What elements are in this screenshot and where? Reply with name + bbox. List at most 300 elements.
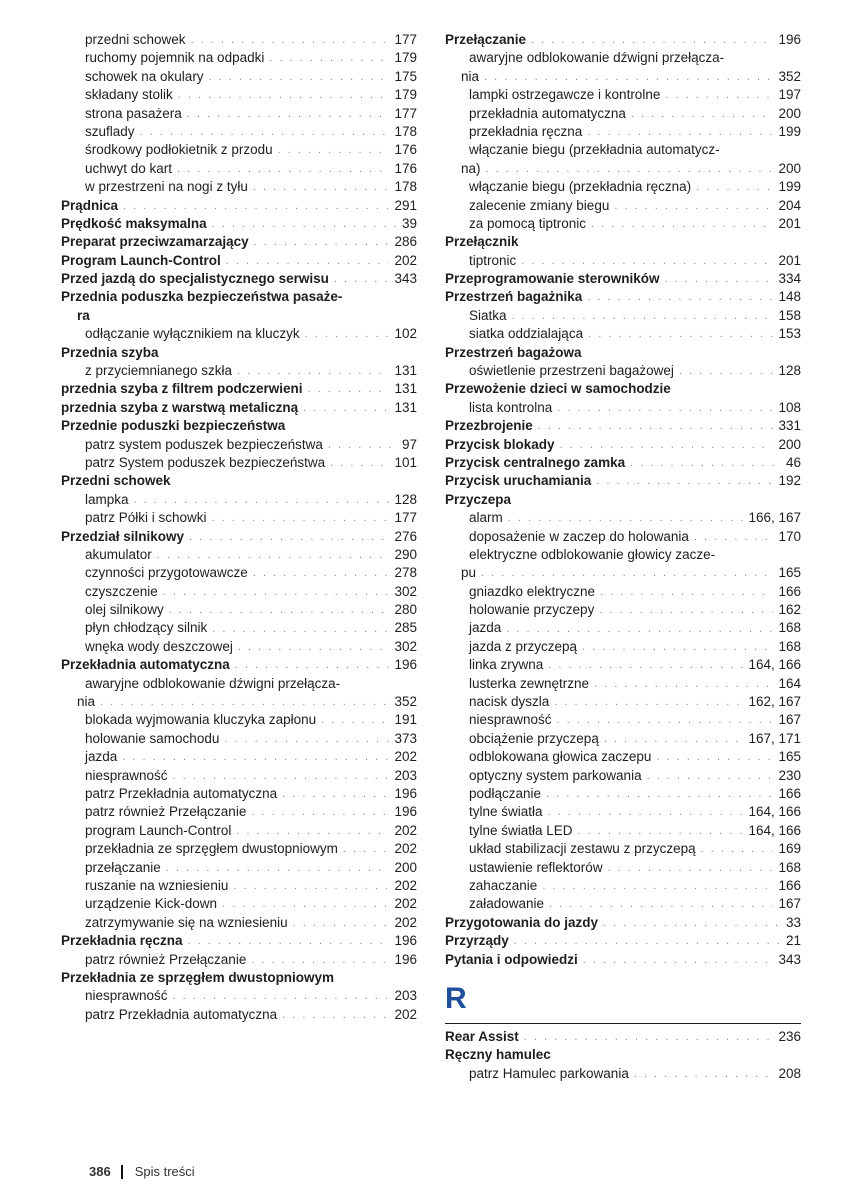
entry-page: 302 bbox=[394, 583, 417, 599]
index-entry bbox=[445, 748, 801, 766]
dot-leader bbox=[587, 288, 773, 306]
entry-text: przednia szyba z filtrem podczerwieni bbox=[61, 381, 303, 397]
index-entry bbox=[61, 693, 417, 711]
dot-leader bbox=[178, 86, 390, 104]
dot-leader bbox=[212, 509, 390, 527]
dot-leader bbox=[587, 123, 773, 141]
dot-leader bbox=[278, 141, 390, 159]
entry-page: 331 bbox=[778, 418, 801, 434]
index-entry bbox=[445, 491, 801, 509]
entry-text: przedni schowek bbox=[85, 31, 186, 47]
entry-text: Przycisk blokady bbox=[445, 436, 555, 452]
entry-text: włączanie biegu (przekładnia automatycz- bbox=[469, 142, 720, 158]
dot-leader bbox=[212, 620, 389, 638]
entry-text: Przycisk uruchamiania bbox=[445, 473, 592, 489]
dot-leader bbox=[557, 711, 774, 729]
entry-page: 196 bbox=[394, 657, 417, 673]
index-entry bbox=[445, 546, 801, 564]
dot-leader bbox=[308, 380, 390, 398]
entry-text: Przestrzeń bagażowa bbox=[445, 344, 582, 360]
index-entry bbox=[61, 1006, 417, 1024]
index-entry bbox=[445, 362, 801, 380]
index-entry bbox=[445, 288, 801, 306]
index-entry bbox=[61, 105, 417, 123]
entry-text: alarm bbox=[469, 510, 503, 526]
dot-leader bbox=[524, 1028, 774, 1046]
entry-text: czyszczenie bbox=[85, 583, 158, 599]
entry-text: jazda bbox=[469, 620, 502, 636]
index-column-right bbox=[445, 31, 801, 1083]
entry-page: 153 bbox=[778, 326, 801, 342]
entry-page: 131 bbox=[394, 399, 417, 415]
index-entry bbox=[445, 620, 801, 638]
entry-text: Przedział silnikowy bbox=[61, 528, 185, 544]
dot-leader bbox=[282, 785, 389, 803]
entry-text: Przełączanie bbox=[445, 31, 527, 47]
index-entry bbox=[445, 785, 801, 803]
index-entry bbox=[61, 803, 417, 821]
entry-page: 168 bbox=[778, 859, 801, 875]
entry-page: 203 bbox=[394, 767, 417, 783]
entry-page: 290 bbox=[394, 546, 417, 562]
index-entry bbox=[61, 362, 417, 380]
entry-text: gniazdko elektryczne bbox=[469, 583, 596, 599]
entry-page: 192 bbox=[778, 473, 801, 489]
entry-page: 200 bbox=[778, 160, 801, 176]
entry-text: włączanie biegu (przekładnia ręczna) bbox=[469, 179, 692, 195]
entry-page: 165 bbox=[778, 565, 801, 581]
entry-text: Przyrządy bbox=[445, 933, 509, 949]
dot-leader bbox=[548, 656, 743, 674]
dot-leader bbox=[582, 638, 773, 656]
entry-page: 39 bbox=[401, 215, 417, 231]
entry-text: awaryjne odblokowanie dźwigni przełącza- bbox=[469, 50, 725, 66]
index-entry bbox=[61, 307, 417, 325]
dot-leader bbox=[508, 509, 744, 527]
entry-page: 131 bbox=[394, 381, 417, 397]
entry-text: przekładnia automatyczna bbox=[469, 105, 626, 121]
entry-page: 196 bbox=[394, 951, 417, 967]
index-entry bbox=[61, 252, 417, 270]
entry-page: 199 bbox=[778, 123, 801, 139]
entry-page: 131 bbox=[394, 363, 417, 379]
entry-text: podłączanie bbox=[469, 786, 542, 801]
index-column-left bbox=[61, 31, 417, 1024]
entry-text: tylne światła LED bbox=[469, 822, 573, 838]
index-entry bbox=[445, 656, 801, 674]
dot-leader bbox=[238, 638, 390, 656]
dot-leader bbox=[282, 1006, 389, 1024]
entry-page: 200 bbox=[778, 105, 801, 121]
index-entry bbox=[61, 601, 417, 619]
index-entry bbox=[61, 197, 417, 215]
entry-page: 280 bbox=[394, 602, 417, 618]
dot-leader bbox=[254, 233, 390, 251]
entry-page: 97 bbox=[401, 436, 417, 452]
index-entry bbox=[445, 711, 801, 729]
entry-text: Siatka bbox=[469, 307, 507, 323]
entry-text: schowek na okulary bbox=[85, 68, 204, 84]
dot-leader bbox=[549, 895, 773, 913]
entry-text: jazda z przyczepą bbox=[469, 638, 578, 654]
dot-leader bbox=[169, 601, 390, 619]
entry-text: jazda bbox=[85, 749, 118, 765]
entry-text: zahaczanie bbox=[469, 877, 538, 893]
index-entry bbox=[445, 675, 801, 693]
index-entry bbox=[445, 1046, 801, 1064]
entry-page: 202 bbox=[394, 841, 417, 857]
index-entry bbox=[445, 252, 801, 270]
dot-leader bbox=[512, 307, 774, 325]
index-entry bbox=[445, 344, 801, 362]
entry-text: nia bbox=[77, 694, 96, 710]
entry-page: 202 bbox=[394, 1006, 417, 1022]
dot-leader bbox=[177, 160, 389, 178]
dot-leader bbox=[226, 252, 390, 270]
index-entry bbox=[61, 840, 417, 858]
entry-text: lista kontrolna bbox=[469, 399, 553, 415]
dot-leader bbox=[542, 877, 773, 895]
dot-leader bbox=[647, 767, 774, 785]
dot-leader bbox=[269, 49, 389, 67]
entry-text: patrz również Przełączanie bbox=[85, 804, 247, 820]
dot-leader bbox=[188, 932, 390, 950]
index-entry bbox=[445, 49, 801, 67]
entry-page: 101 bbox=[394, 454, 417, 470]
dot-leader bbox=[679, 362, 774, 380]
dot-leader bbox=[191, 31, 390, 49]
entry-text: patrz system poduszek bezpieczeństwa bbox=[85, 436, 323, 452]
dot-leader bbox=[343, 840, 390, 858]
index-entry bbox=[445, 105, 801, 123]
index-entry bbox=[445, 951, 801, 969]
dot-leader bbox=[237, 362, 389, 380]
dot-leader bbox=[546, 785, 773, 803]
index-entry bbox=[445, 914, 801, 932]
entry-text: Przednie poduszki bezpieczeństwa bbox=[61, 418, 286, 434]
footer-section-title: Spis treści bbox=[134, 1164, 195, 1179]
entry-text: Przycisk centralnego zamka bbox=[445, 454, 626, 470]
entry-text: Ręczny hamulec bbox=[445, 1047, 551, 1063]
dot-leader bbox=[173, 767, 390, 785]
index-entry bbox=[61, 454, 417, 472]
entry-page: 286 bbox=[394, 234, 417, 250]
index-entry bbox=[61, 932, 417, 950]
entry-text: pu bbox=[461, 565, 477, 581]
entry-text: Przednia poduszka bezpieczeństwa pasaże- bbox=[61, 289, 343, 305]
index-entry bbox=[61, 141, 417, 159]
index-entry bbox=[61, 417, 417, 435]
entry-text: elektryczne odblokowanie głowicy zacze- bbox=[469, 546, 716, 562]
dot-leader bbox=[321, 711, 389, 729]
dot-leader bbox=[100, 693, 389, 711]
dot-leader bbox=[665, 86, 773, 104]
entry-page: 176 bbox=[394, 160, 417, 176]
entry-text: Rear Assist bbox=[445, 1028, 519, 1044]
entry-text: Przeprogramowanie sterowników bbox=[445, 271, 660, 287]
dot-leader bbox=[486, 160, 774, 178]
entry-page: 167 bbox=[778, 896, 801, 912]
dot-leader bbox=[212, 215, 397, 233]
index-entry bbox=[61, 987, 417, 1005]
dot-leader bbox=[305, 325, 390, 343]
entry-text: Przewożenie dzieci w samochodzie bbox=[445, 381, 671, 397]
entry-page: 302 bbox=[394, 638, 417, 654]
entry-page: 177 bbox=[394, 31, 417, 47]
index-entry bbox=[445, 638, 801, 656]
entry-text: Preparat przeciwzamarzający bbox=[61, 234, 249, 250]
dot-leader bbox=[166, 859, 390, 877]
entry-page: 108 bbox=[778, 399, 801, 415]
entry-page: 164 bbox=[778, 675, 801, 691]
entry-text: odłączanie wyłącznikiem na kluczyk bbox=[85, 326, 300, 342]
index-entry bbox=[445, 583, 801, 601]
entry-page: 196 bbox=[394, 786, 417, 801]
entry-page: 202 bbox=[394, 877, 417, 893]
index-entry bbox=[61, 288, 417, 306]
entry-page: 278 bbox=[394, 565, 417, 581]
dot-leader bbox=[521, 252, 773, 270]
dot-leader bbox=[599, 601, 773, 619]
entry-text: optyczny system parkowania bbox=[469, 767, 642, 783]
entry-text: składany stolik bbox=[85, 87, 173, 103]
entry-text: tiptronic bbox=[469, 252, 517, 268]
entry-page: 176 bbox=[394, 142, 417, 158]
dot-leader bbox=[122, 748, 389, 766]
dot-leader bbox=[634, 1065, 774, 1083]
entry-page: 352 bbox=[778, 68, 801, 84]
dot-leader bbox=[251, 951, 389, 969]
entry-page: 148 bbox=[778, 289, 801, 305]
entry-text: ra bbox=[77, 307, 90, 323]
entry-page: 343 bbox=[778, 951, 801, 967]
entry-text: Prędkość maksymalna bbox=[61, 215, 207, 231]
index-entry bbox=[61, 491, 417, 509]
entry-text: ustawienie reflektorów bbox=[469, 859, 603, 875]
dot-leader bbox=[600, 583, 773, 601]
entry-text: oświetlenie przestrzeni bagażowej bbox=[469, 363, 674, 379]
entry-page: 178 bbox=[394, 179, 417, 195]
index-entry bbox=[445, 693, 801, 711]
entry-page: 200 bbox=[778, 436, 801, 452]
entry-page: 285 bbox=[394, 620, 417, 636]
index-entry bbox=[445, 840, 801, 858]
index-entry bbox=[61, 325, 417, 343]
entry-text: Przekładnia ręczna bbox=[61, 933, 183, 949]
index-entry bbox=[61, 399, 417, 417]
dot-leader bbox=[163, 583, 390, 601]
entry-text: Przyczepa bbox=[445, 491, 512, 507]
index-entry bbox=[61, 270, 417, 288]
index-entry bbox=[445, 307, 801, 325]
entry-page: 177 bbox=[394, 105, 417, 121]
dot-leader bbox=[253, 178, 390, 196]
entry-page: 197 bbox=[778, 87, 801, 103]
index-entry bbox=[445, 123, 801, 141]
entry-text: Przygotowania do jazdy bbox=[445, 914, 599, 930]
index-entry bbox=[61, 969, 417, 987]
dot-leader bbox=[694, 528, 774, 546]
dot-leader bbox=[614, 197, 773, 215]
entry-text: Pytania i odpowiedzi bbox=[445, 951, 578, 967]
index-entry bbox=[445, 509, 801, 527]
entry-text: zatrzymywanie się na wzniesieniu bbox=[85, 914, 288, 930]
entry-page: 199 bbox=[778, 179, 801, 195]
entry-page: 373 bbox=[394, 730, 417, 746]
dot-leader bbox=[189, 528, 389, 546]
dot-leader bbox=[235, 656, 390, 674]
entry-text: siatka oddzialająca bbox=[469, 326, 584, 342]
index-entry bbox=[61, 711, 417, 729]
entry-page: 202 bbox=[394, 749, 417, 765]
index-entry bbox=[445, 215, 801, 233]
entry-text: Przełącznik bbox=[445, 234, 519, 250]
index-entry bbox=[61, 785, 417, 803]
entry-page: 177 bbox=[394, 510, 417, 526]
entry-text: blokada wyjmowania kluczyka zapłonu bbox=[85, 712, 317, 728]
entry-text: środkowy podłokietnik z przodu bbox=[85, 142, 273, 158]
dot-leader bbox=[251, 803, 389, 821]
index-entry bbox=[445, 730, 801, 748]
index-entry bbox=[445, 803, 801, 821]
index-entry bbox=[445, 454, 801, 472]
dot-leader bbox=[222, 895, 389, 913]
entry-text: nia bbox=[461, 68, 480, 84]
entry-text: nacisk dyszla bbox=[469, 694, 550, 710]
dot-leader bbox=[596, 472, 773, 490]
dot-leader bbox=[560, 436, 774, 454]
entry-page: 102 bbox=[394, 326, 417, 342]
entry-text: holowanie samochodu bbox=[85, 730, 220, 746]
entry-text: niesprawność bbox=[85, 988, 168, 1004]
dot-leader bbox=[140, 123, 390, 141]
entry-page: 196 bbox=[394, 933, 417, 949]
entry-text: zalecenie zmiany biegu bbox=[469, 197, 610, 213]
entry-text: układ stabilizacji zestawu z przyczepą bbox=[469, 841, 696, 857]
entry-text: w przestrzeni na nogi z tyłu bbox=[85, 179, 248, 195]
dot-leader bbox=[187, 105, 390, 123]
entry-page: 178 bbox=[394, 123, 417, 139]
entry-text: obciążenie przyczepą bbox=[469, 730, 599, 746]
entry-text: strona pasażera bbox=[85, 105, 182, 121]
entry-text: szuflady bbox=[85, 123, 135, 139]
dot-leader bbox=[538, 417, 774, 435]
index-entry bbox=[445, 325, 801, 343]
dot-leader bbox=[253, 564, 390, 582]
index-entry bbox=[61, 951, 417, 969]
index-entry bbox=[61, 895, 417, 913]
dot-leader bbox=[233, 877, 389, 895]
entry-text: na) bbox=[461, 160, 481, 176]
entry-text: urządzenie Kick-down bbox=[85, 896, 218, 912]
entry-page: 164, 166 bbox=[748, 822, 801, 838]
entry-page: 201 bbox=[778, 252, 801, 268]
index-entry bbox=[61, 583, 417, 601]
entry-text: ruszanie na wzniesieniu bbox=[85, 877, 229, 893]
dot-leader bbox=[603, 914, 781, 932]
entry-text: Prądnica bbox=[61, 197, 119, 213]
index-entry bbox=[61, 656, 417, 674]
index-entry bbox=[61, 509, 417, 527]
entry-page: 352 bbox=[394, 694, 417, 710]
entry-text: Przezbrojenie bbox=[445, 418, 533, 434]
entry-text: linka zrywna bbox=[469, 657, 544, 673]
entry-page: 230 bbox=[778, 767, 801, 783]
entry-text: Program Launch-Control bbox=[61, 252, 221, 268]
dot-leader bbox=[554, 693, 743, 711]
index-entry bbox=[445, 270, 801, 288]
index-entry bbox=[61, 528, 417, 546]
dot-leader bbox=[330, 454, 389, 472]
entry-page: 276 bbox=[394, 528, 417, 544]
index-entry bbox=[61, 233, 417, 251]
index-entry bbox=[61, 564, 417, 582]
entry-text: patrz również Przełączanie bbox=[85, 951, 247, 967]
entry-page: 202 bbox=[394, 896, 417, 912]
entry-page: 291 bbox=[394, 197, 417, 213]
entry-text: czynności przygotowawcze bbox=[85, 565, 248, 581]
entry-page: 128 bbox=[394, 491, 417, 507]
index-entry bbox=[445, 822, 801, 840]
dot-leader bbox=[481, 564, 773, 582]
entry-text: tylne światła bbox=[469, 804, 543, 820]
index-entry bbox=[61, 68, 417, 86]
index-entry bbox=[61, 675, 417, 693]
dot-leader bbox=[631, 105, 774, 123]
entry-text: program Launch-Control bbox=[85, 822, 232, 838]
entry-page: 166 bbox=[778, 877, 801, 893]
entry-text: załadowanie bbox=[469, 896, 545, 912]
entry-page: 167, 171 bbox=[748, 730, 801, 746]
footer-page-number: 386 bbox=[89, 1164, 111, 1179]
page-footer bbox=[89, 1164, 195, 1179]
entry-page: 128 bbox=[778, 363, 801, 379]
index-entry bbox=[445, 895, 801, 913]
dot-leader bbox=[583, 951, 774, 969]
dot-leader bbox=[531, 31, 773, 49]
entry-text: patrz System poduszek bezpieczeństwa bbox=[85, 454, 326, 470]
dot-leader bbox=[604, 730, 744, 748]
entry-page: 200 bbox=[394, 859, 417, 875]
entry-text: przekładnia ręczna bbox=[469, 123, 583, 139]
dot-leader bbox=[484, 68, 773, 86]
entry-text: lusterka zewnętrzne bbox=[469, 675, 590, 691]
entry-page: 202 bbox=[394, 252, 417, 268]
dot-leader bbox=[630, 454, 781, 472]
entry-text: z przyciemnianego szkła bbox=[85, 363, 233, 379]
dot-leader bbox=[548, 803, 744, 821]
entry-text: patrz Przekładnia automatyczna bbox=[85, 786, 278, 801]
index-entry bbox=[445, 436, 801, 454]
entry-page: 179 bbox=[394, 87, 417, 103]
entry-page: 343 bbox=[394, 271, 417, 287]
dot-leader bbox=[514, 932, 781, 950]
section-divider bbox=[445, 1023, 801, 1024]
index-entry bbox=[445, 767, 801, 785]
index-entry bbox=[445, 877, 801, 895]
entry-text: olej silnikowy bbox=[85, 602, 164, 618]
dot-leader bbox=[656, 748, 773, 766]
entry-page: 168 bbox=[778, 620, 801, 636]
entry-page: 208 bbox=[778, 1065, 801, 1081]
entry-page: 164, 166 bbox=[748, 804, 801, 820]
entry-page: 202 bbox=[394, 822, 417, 838]
index-entry bbox=[445, 564, 801, 582]
index-entry bbox=[445, 178, 801, 196]
index-entry bbox=[61, 380, 417, 398]
index-entry bbox=[445, 1065, 801, 1083]
entry-page: 165 bbox=[778, 749, 801, 765]
